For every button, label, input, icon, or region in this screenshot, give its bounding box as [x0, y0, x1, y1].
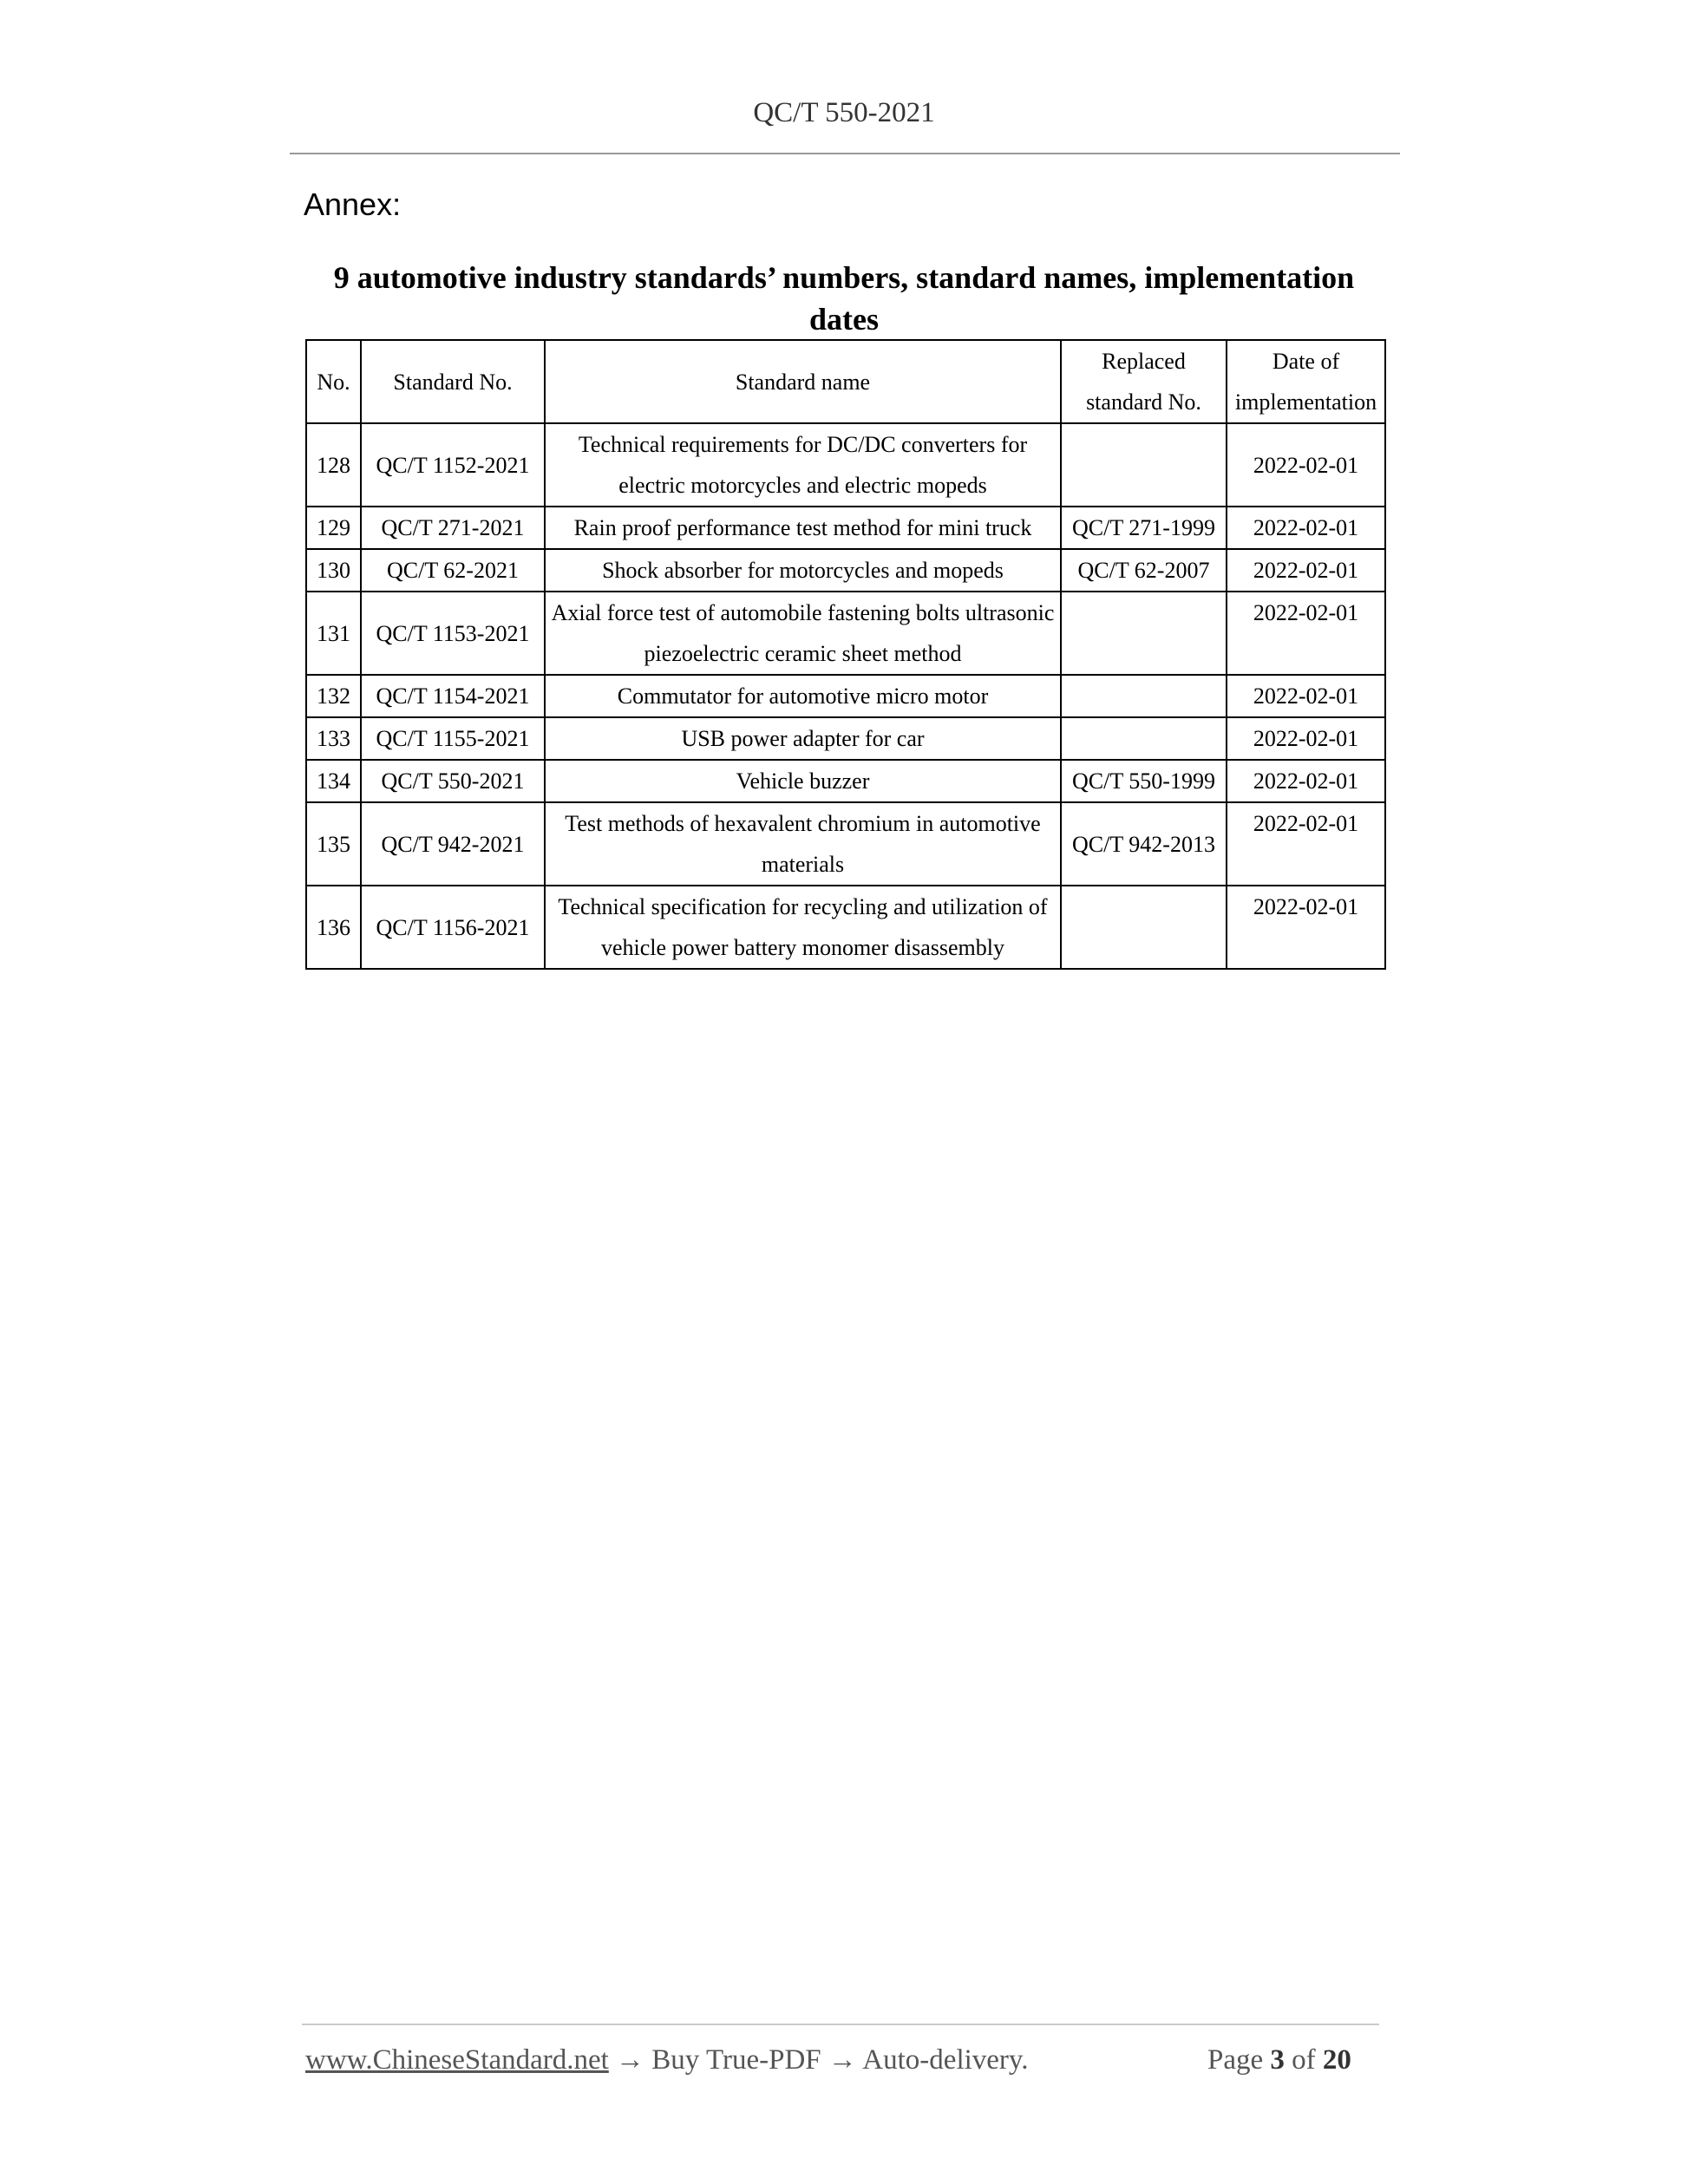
- cell-standard-name: Shock absorber for motorcycles and mopeds: [545, 549, 1061, 592]
- table-row: [306, 717, 1385, 760]
- header-date: Date of implementation: [1227, 340, 1385, 423]
- cell-no: 135: [306, 802, 361, 886]
- cell-standard-name: Technical specification for recycling and utilization of vehicle power battery monomer disassembly: [545, 886, 1061, 969]
- cell-replaced: QC/T 271-1999: [1061, 507, 1227, 549]
- cell-no: 134: [306, 760, 361, 802]
- table-row: [306, 802, 1385, 886]
- header-no: No.: [306, 340, 361, 423]
- cell-standard-no: QC/T 271-2021: [361, 507, 545, 549]
- cell-date: 2022-02-01: [1227, 507, 1385, 549]
- cell-replaced: [1061, 675, 1227, 717]
- page-current: 3: [1270, 2044, 1285, 2076]
- table-row: [306, 549, 1385, 592]
- table-row: [306, 592, 1385, 675]
- cell-no: 129: [306, 507, 361, 549]
- header-standard-name: Standard name: [545, 340, 1061, 423]
- table-title: 9 automotive industry standards’ numbers, standard names, implementation dates: [333, 260, 1355, 337]
- cell-date: 2022-02-01: [1227, 802, 1385, 886]
- page-word: Page: [1207, 2044, 1264, 2076]
- cell-standard-name: Vehicle buzzer: [545, 760, 1061, 802]
- cell-no: 133: [306, 717, 361, 760]
- cell-standard-no: QC/T 1152-2021: [361, 423, 545, 507]
- cell-standard-name: Technical requirements for DC/DC converters for electric motorcycles and electric mopeds: [545, 423, 1061, 507]
- cell-standard-name: Test methods of hexavalent chromium in automotive materials: [545, 802, 1061, 886]
- footer-promo: [305, 2044, 1029, 2076]
- footer-tagline: → Buy True-PDF → Auto-delivery.: [608, 2044, 1029, 2076]
- header-standard-no: Standard No.: [361, 340, 545, 423]
- page-header-title: QC/T 550-2021: [753, 97, 935, 128]
- cell-replaced: QC/T 942-2013: [1061, 802, 1227, 886]
- cell-standard-no: QC/T 942-2021: [361, 802, 545, 886]
- cell-replaced: [1061, 886, 1227, 969]
- cell-replaced: [1061, 423, 1227, 507]
- cell-no: 128: [306, 423, 361, 507]
- cell-replaced: QC/T 62-2007: [1061, 549, 1227, 592]
- cell-date: 2022-02-01: [1227, 717, 1385, 760]
- table-header-row: [306, 340, 1385, 423]
- header-divider: [290, 153, 1400, 154]
- annex-label: Annex:: [304, 186, 402, 222]
- cell-standard-name: Axial force test of automobile fastening bolts ultrasonic piezoelectric ceramic sheet method: [545, 592, 1061, 675]
- cell-no: 131: [306, 592, 361, 675]
- cell-no: 130: [306, 549, 361, 592]
- cell-no: 136: [306, 886, 361, 969]
- cell-date: 2022-02-01: [1227, 592, 1385, 675]
- cell-date: 2022-02-01: [1227, 760, 1385, 802]
- of-word: of: [1292, 2044, 1316, 2076]
- table-row: [306, 675, 1385, 717]
- cell-replaced: [1061, 717, 1227, 760]
- cell-date: 2022-02-01: [1227, 886, 1385, 969]
- cell-standard-no: QC/T 1153-2021: [361, 592, 545, 675]
- cell-standard-no: QC/T 550-2021: [361, 760, 545, 802]
- standards-table: [305, 339, 1386, 970]
- cell-date: 2022-02-01: [1227, 423, 1385, 507]
- page-total: 20: [1322, 2044, 1351, 2076]
- cell-date: 2022-02-01: [1227, 549, 1385, 592]
- website-link[interactable]: www.ChineseStandard.net: [305, 2044, 609, 2076]
- table-row: [306, 423, 1385, 507]
- table-row: [306, 760, 1385, 802]
- cell-standard-no: QC/T 62-2021: [361, 549, 545, 592]
- page-indicator: [1207, 2044, 1351, 2076]
- header-replaced: Replaced standard No.: [1061, 340, 1227, 423]
- cell-replaced: [1061, 592, 1227, 675]
- cell-standard-name: Rain proof performance test method for mini truck: [545, 507, 1061, 549]
- footer-divider: [302, 2024, 1379, 2025]
- table-row: [306, 507, 1385, 549]
- cell-date: 2022-02-01: [1227, 675, 1385, 717]
- cell-standard-no: QC/T 1156-2021: [361, 886, 545, 969]
- cell-replaced: QC/T 550-1999: [1061, 760, 1227, 802]
- table-row: [306, 886, 1385, 969]
- cell-standard-name: USB power adapter for car: [545, 717, 1061, 760]
- cell-standard-no: QC/T 1155-2021: [361, 717, 545, 760]
- cell-standard-name: Commutator for automotive micro motor: [545, 675, 1061, 717]
- cell-standard-no: QC/T 1154-2021: [361, 675, 545, 717]
- cell-no: 132: [306, 675, 361, 717]
